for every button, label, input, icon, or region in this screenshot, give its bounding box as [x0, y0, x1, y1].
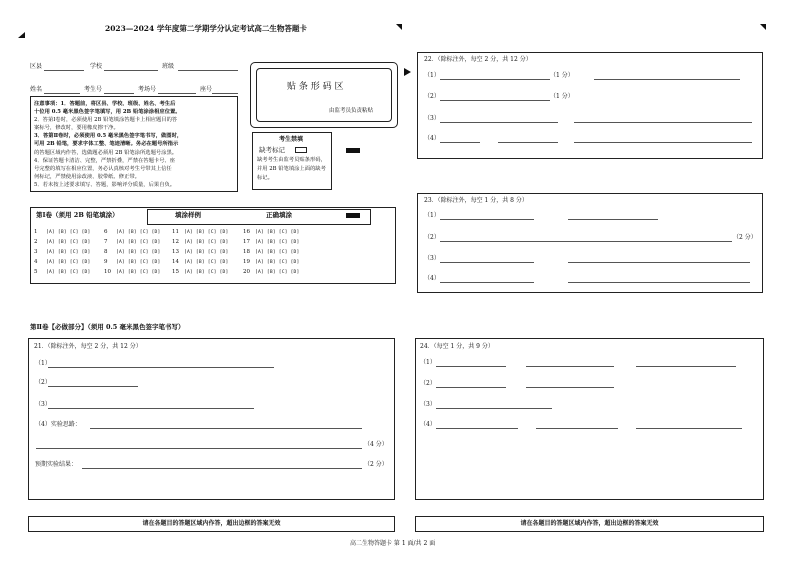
q23-item-2: （2）: [424, 234, 440, 241]
q24-answer-4c[interactable]: [636, 428, 742, 429]
question-number: 8: [104, 249, 108, 255]
q24-answer-4b[interactable]: [536, 428, 618, 429]
q22-item-4: （4）: [424, 135, 440, 142]
q21-result-label: 预期实验结果：: [35, 461, 78, 468]
q23-answer-3b[interactable]: [568, 262, 750, 263]
room-field[interactable]: [158, 93, 196, 94]
answer-bubbles[interactable]: [A] [B] [C] [D]: [184, 259, 229, 265]
answer-bubbles[interactable]: [A] [B] [C] [D]: [184, 239, 229, 245]
q22-answer-3a[interactable]: [440, 122, 558, 123]
notice-box: [30, 96, 238, 192]
question-number: 14: [172, 259, 179, 265]
q24-answer-1b[interactable]: [526, 366, 614, 367]
q24-box: [415, 338, 764, 500]
absent-desc-3: 标记。: [257, 175, 273, 181]
q21-score-4: （4 分）: [364, 441, 388, 448]
notice-line-5: 3．答第Ⅱ卷时，必须使用 0.5 毫米黑色签字笔书写，做图时，: [34, 133, 183, 140]
absent-mark-checkbox[interactable]: [295, 147, 307, 153]
answer-bubbles[interactable]: [A] [B] [C] [D]: [255, 259, 300, 265]
absent-box: [252, 132, 332, 190]
q21-item-3: （3）: [35, 401, 51, 408]
room-label: 考场号: [138, 86, 157, 93]
q22-item-2: （2）: [424, 93, 440, 100]
part2-title: 第Ⅱ卷【必做部分】（须用 0.5 毫米黑色签字笔书写）: [30, 323, 185, 331]
answer-bubbles[interactable]: [A] [B] [C] [D]: [255, 239, 300, 245]
q24-answer-2a[interactable]: [436, 387, 506, 388]
answer-bubbles[interactable]: [A] [B] [C] [D]: [116, 269, 161, 275]
notice-line-9: 号完整的填写在相应位置，务必认真核对考生号带其上信任: [34, 165, 172, 172]
warning-text-left: 请在各题目的答题区域内作答，超出边框的答案无效: [142, 520, 281, 527]
q21-answer-4b[interactable]: [36, 448, 362, 449]
position-mark: [346, 148, 360, 153]
answer-bubbles[interactable]: [A] [B] [C] [D]: [184, 249, 229, 255]
q24-item-1: （1）: [420, 359, 436, 366]
answer-bubbles[interactable]: [A] [B] [C] [D]: [184, 269, 229, 275]
q22-answer-4a[interactable]: [440, 142, 480, 143]
barcode-area: [250, 62, 398, 128]
q22-answer-1[interactable]: [440, 79, 550, 80]
q23-answer-1b[interactable]: [568, 219, 658, 220]
q23-item-1: （1）: [424, 212, 440, 219]
q24-item-3: （3）: [420, 401, 436, 408]
barcode-note: 由监考员负责粘贴: [329, 108, 374, 114]
notice-line-8: 4．保证答题卡清洁、完整，严禁折叠，严禁在答题卡号、座: [34, 157, 176, 164]
name-field[interactable]: [44, 93, 80, 94]
q23-answer-4a[interactable]: [440, 282, 534, 283]
q23-item-3: （3）: [424, 255, 440, 262]
q23-header: 23．（除标注外，每空 1 分，共 8 分）: [424, 197, 528, 204]
question-number: 15: [172, 269, 179, 275]
question-number: 13: [172, 249, 179, 255]
q21-answer-1[interactable]: [48, 367, 274, 368]
notice-line-7: 的答题区域内作答，选做题必须用 2B 铅笔涂所选题号涂黑。: [34, 149, 178, 156]
page-footer: 高二生物答题卡 第 1 面/共 2 面: [350, 540, 436, 547]
q23-score-2: （2 分）: [733, 234, 757, 241]
q24-answer-2b[interactable]: [526, 387, 614, 388]
question-number: 1: [34, 229, 38, 235]
answer-bubbles[interactable]: [A] [B] [C] [D]: [255, 249, 300, 255]
notice-line-6: 可用 2B 铅笔，要求字体工整、笔迹清晰。务必在题号所指示: [34, 141, 179, 148]
q21-result-answer[interactable]: [82, 468, 362, 469]
q22-header: 22．（除标注外，每空 2 分，共 12 分）: [424, 56, 532, 63]
barcode-inner: [256, 68, 392, 122]
question-number: 9: [104, 259, 108, 265]
question-number: 11: [172, 229, 179, 235]
q24-answer-3[interactable]: [436, 408, 552, 409]
q23-item-4: （4）: [424, 275, 440, 282]
question-number: 17: [243, 239, 250, 245]
q23-box: [417, 193, 763, 293]
school-label: 学校: [90, 63, 103, 70]
absent-title: 考生禁填: [279, 136, 304, 143]
question-number: 16: [243, 229, 250, 235]
answer-bubbles[interactable]: [A] [B] [C] [D]: [116, 229, 161, 235]
barcode-title: 贴 条 形 码 区: [287, 82, 344, 92]
q22-item-1: （1）: [424, 72, 440, 79]
q24-answer-4a[interactable]: [436, 428, 518, 429]
question-number: 3: [34, 249, 38, 255]
name-label: 姓名: [30, 86, 43, 93]
part1-title: 第Ⅰ卷（须用 2B 铅笔填涂）: [36, 211, 119, 219]
notice-line-10: 何标记，严禁使用涂改液、胶带纸、修正带。: [34, 173, 140, 180]
question-number: 4: [34, 259, 38, 265]
q21-header: 21．（除标注外，每空 2 分，共 12 分）: [34, 343, 142, 350]
q23-answer-2[interactable]: [440, 241, 732, 242]
q24-answer-1a[interactable]: [436, 366, 506, 367]
answer-bubbles[interactable]: [A] [B] [C] [D]: [46, 259, 91, 265]
q24-item-4: （4）: [420, 421, 436, 428]
corner-mark-top-left: [18, 32, 25, 38]
question-number: 18: [243, 249, 250, 255]
notice-line-11: 5．若未按上述要求填写、答题，影响评分质量，后果自负。: [34, 181, 176, 188]
answer-bubbles[interactable]: [A] [B] [C] [D]: [255, 229, 300, 235]
answer-bubbles[interactable]: [A] [B] [C] [D]: [116, 259, 161, 265]
q21-item-1: （1）: [35, 360, 51, 367]
question-number: 6: [104, 229, 108, 235]
q23-answer-1a[interactable]: [440, 219, 534, 220]
q22-answer-3b[interactable]: [574, 122, 752, 123]
q23-answer-4b[interactable]: [568, 282, 750, 283]
seat-field[interactable]: [212, 93, 238, 94]
question-number: 5: [34, 269, 38, 275]
q21-item-2: （2）: [35, 379, 51, 386]
notice-line-1: 注意事项：1．答题前，将区县、学校、班级、姓名、考生后: [34, 101, 176, 107]
warning-box-left: [28, 516, 395, 532]
answer-bubbles[interactable]: [A] [B] [C] [D]: [46, 239, 91, 245]
notice-line-2: 十位用 0.5 毫米黑色签字笔填写，用 2B 铅笔涂涂相应位置。: [34, 109, 181, 116]
q21-answer-4a[interactable]: [90, 428, 362, 429]
absent-desc-2: 并用 2B 铅笔填涂上面的缺考: [257, 166, 326, 172]
absent-desc-1: 缺考考生由监考员贴条形码，: [257, 157, 326, 163]
answer-bubbles[interactable]: [A] [B] [C] [D]: [46, 269, 91, 275]
q24-item-2: （2）: [420, 380, 436, 387]
school-field[interactable]: [104, 70, 158, 71]
q21-score-result: （2 分）: [364, 461, 388, 468]
class-label: 班级: [162, 63, 175, 70]
correct-fill-label: 正确填涂: [266, 211, 292, 219]
warning-text-right: 请在各题目的答题区域内作答，超出边框的答案无效: [520, 520, 659, 527]
question-number: 2: [34, 239, 38, 245]
correct-fill-mark: [346, 213, 360, 218]
corner-mark-top-mid: [396, 24, 402, 30]
q21-answer-2[interactable]: [48, 386, 138, 387]
district-field[interactable]: [44, 70, 84, 71]
answer-bubbles[interactable]: [A] [B] [C] [D]: [184, 229, 229, 235]
q21-item-4: （4）实验思路：: [35, 421, 81, 428]
q22-answer-2[interactable]: [440, 100, 550, 101]
question-number: 12: [172, 239, 179, 245]
district-label: 区县: [30, 63, 43, 70]
corner-mark-side: [404, 68, 411, 76]
answer-bubbles[interactable]: [A] [B] [C] [D]: [46, 249, 91, 255]
answer-bubbles[interactable]: [A] [B] [C] [D]: [116, 249, 161, 255]
q22-answer-4c[interactable]: [574, 142, 752, 143]
exam-no-field[interactable]: [104, 93, 134, 94]
notice-line-3: 2．答第Ⅰ卷时，必须使用 2B 铅笔填涂答题卡上相应题目的答: [34, 117, 178, 124]
q22-score-2: （1 分）: [550, 93, 574, 100]
question-number: 7: [104, 239, 108, 245]
question-number: 10: [104, 269, 111, 275]
question-number: 20: [243, 269, 250, 275]
warning-box-right: [415, 516, 764, 532]
q22-item-3: （3）: [424, 115, 440, 122]
absent-mark-label: 缺考标记: [259, 146, 285, 154]
answer-bubbles[interactable]: [A] [B] [C] [D]: [46, 229, 91, 235]
class-field[interactable]: [178, 70, 238, 71]
notice-line-4: 案标号，修改时，要用橡皮擦干净。: [34, 125, 119, 132]
q22-answer-1b[interactable]: [594, 79, 740, 80]
q22-answer-4b[interactable]: [498, 142, 558, 143]
q21-answer-3[interactable]: [48, 408, 254, 409]
page-title: 2023—2024 学年度第二学期学分认定考试高二生物答题卡: [105, 24, 307, 33]
q21-box: [28, 338, 395, 500]
answer-bubbles[interactable]: [A] [B] [C] [D]: [116, 239, 161, 245]
fill-sample-label: 填涂样例: [175, 211, 201, 219]
answer-bubbles[interactable]: [A] [B] [C] [D]: [255, 269, 300, 275]
q22-score-1: （1 分）: [550, 72, 574, 79]
q23-answer-3a[interactable]: [440, 262, 534, 263]
corner-mark-top-right: [760, 24, 766, 30]
q24-answer-1c[interactable]: [636, 366, 736, 367]
question-number: 19: [243, 259, 250, 265]
seat-label: 座号: [200, 86, 213, 93]
q24-header: 24．（每空 1 分，共 9 分）: [420, 343, 494, 350]
exam-no-label: 考生号: [84, 86, 103, 93]
